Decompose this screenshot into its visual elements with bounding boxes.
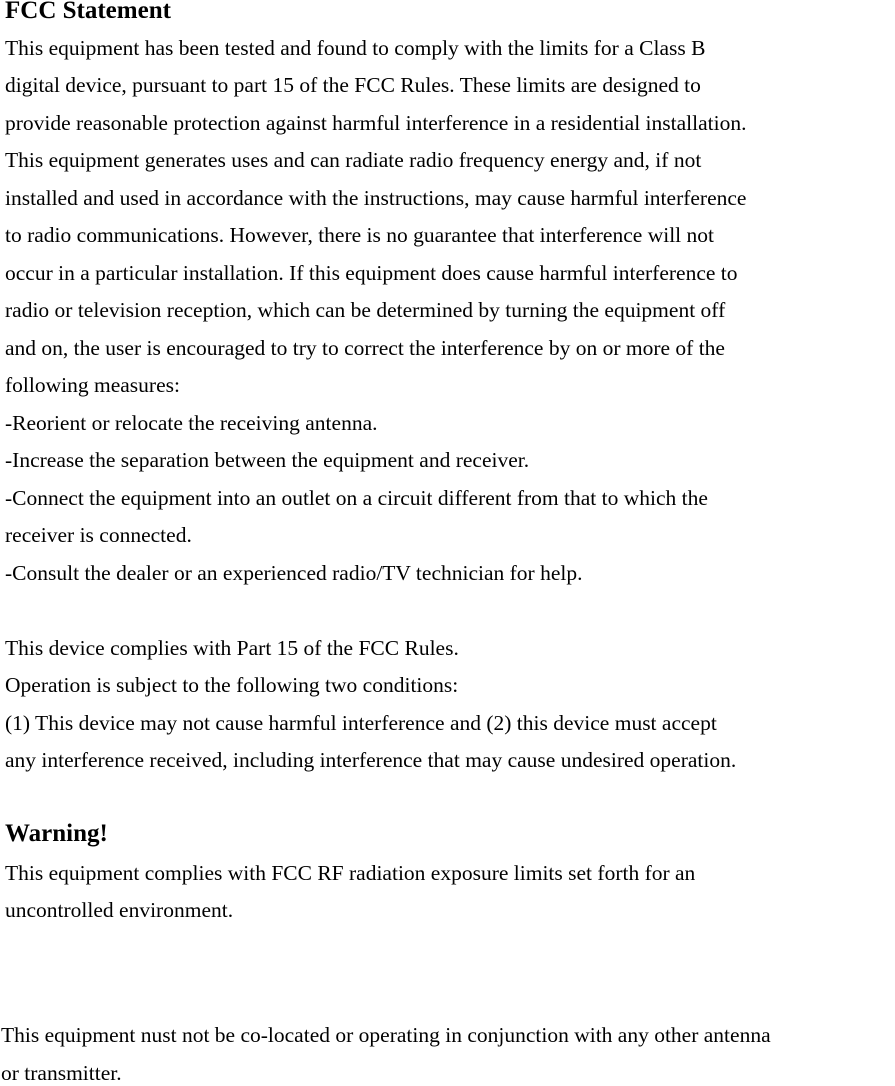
compliance-line: (1) This device may not cause harmful interference and (2) this device must accept <box>5 711 717 735</box>
warning-line: This equipment complies with FCC RF radiation exposure limits set forth for an <box>5 861 696 885</box>
fcc-paragraph-line: This equipment generates uses and can radiate radio frequency energy and, if not <box>5 148 702 172</box>
measure-item: -Connect the equipment into an outlet on a circuit different from that to which the <box>5 486 708 510</box>
fcc-paragraph-line: following measures: <box>5 373 180 397</box>
fcc-paragraph-line: provide reasonable protection against harmful interference in a residential installation. <box>5 111 747 135</box>
measure-item: -Reorient or relocate the receiving antenna. <box>5 411 378 435</box>
warning-title: Warning! <box>5 820 108 847</box>
fcc-paragraph-line: to radio communications. However, there is no guarantee that interference will not <box>5 223 714 247</box>
fcc-paragraph-line: occur in a particular installation. If this equipment does cause harmful interference to <box>5 261 738 285</box>
fcc-paragraph-line: This equipment has been tested and found to comply with the limits for a Class B <box>5 36 706 60</box>
colocation-line: This equipment nust not be co-located or operating in conjunction with any other antenna <box>1 1023 771 1047</box>
measure-item: -Increase the separation between the equipment and receiver. <box>5 448 530 472</box>
colocation-line: or transmitter. <box>1 1061 122 1085</box>
measure-item-continued: receiver is connected. <box>5 523 192 547</box>
compliance-line: Operation is subject to the following two conditions: <box>5 673 459 697</box>
measure-item: -Consult the dealer or an experienced radio/TV technician for help. <box>5 561 583 585</box>
warning-line: uncontrolled environment. <box>5 898 234 922</box>
compliance-line: This device complies with Part 15 of the FCC Rules. <box>5 636 459 660</box>
fcc-paragraph-line: and on, the user is encouraged to try to correct the interference by on or more of the <box>5 336 725 360</box>
fcc-paragraph-line: digital device, pursuant to part 15 of the FCC Rules. These limits are designed to <box>5 73 701 97</box>
fcc-paragraph-line: radio or television reception, which can be determined by turning the equipment off <box>5 298 726 322</box>
compliance-line: any interference received, including interference that may cause undesired operation. <box>5 748 737 772</box>
fcc-statement-title: FCC Statement <box>5 0 171 24</box>
fcc-paragraph-line: installed and used in accordance with the instructions, may cause harmful interference <box>5 186 747 210</box>
